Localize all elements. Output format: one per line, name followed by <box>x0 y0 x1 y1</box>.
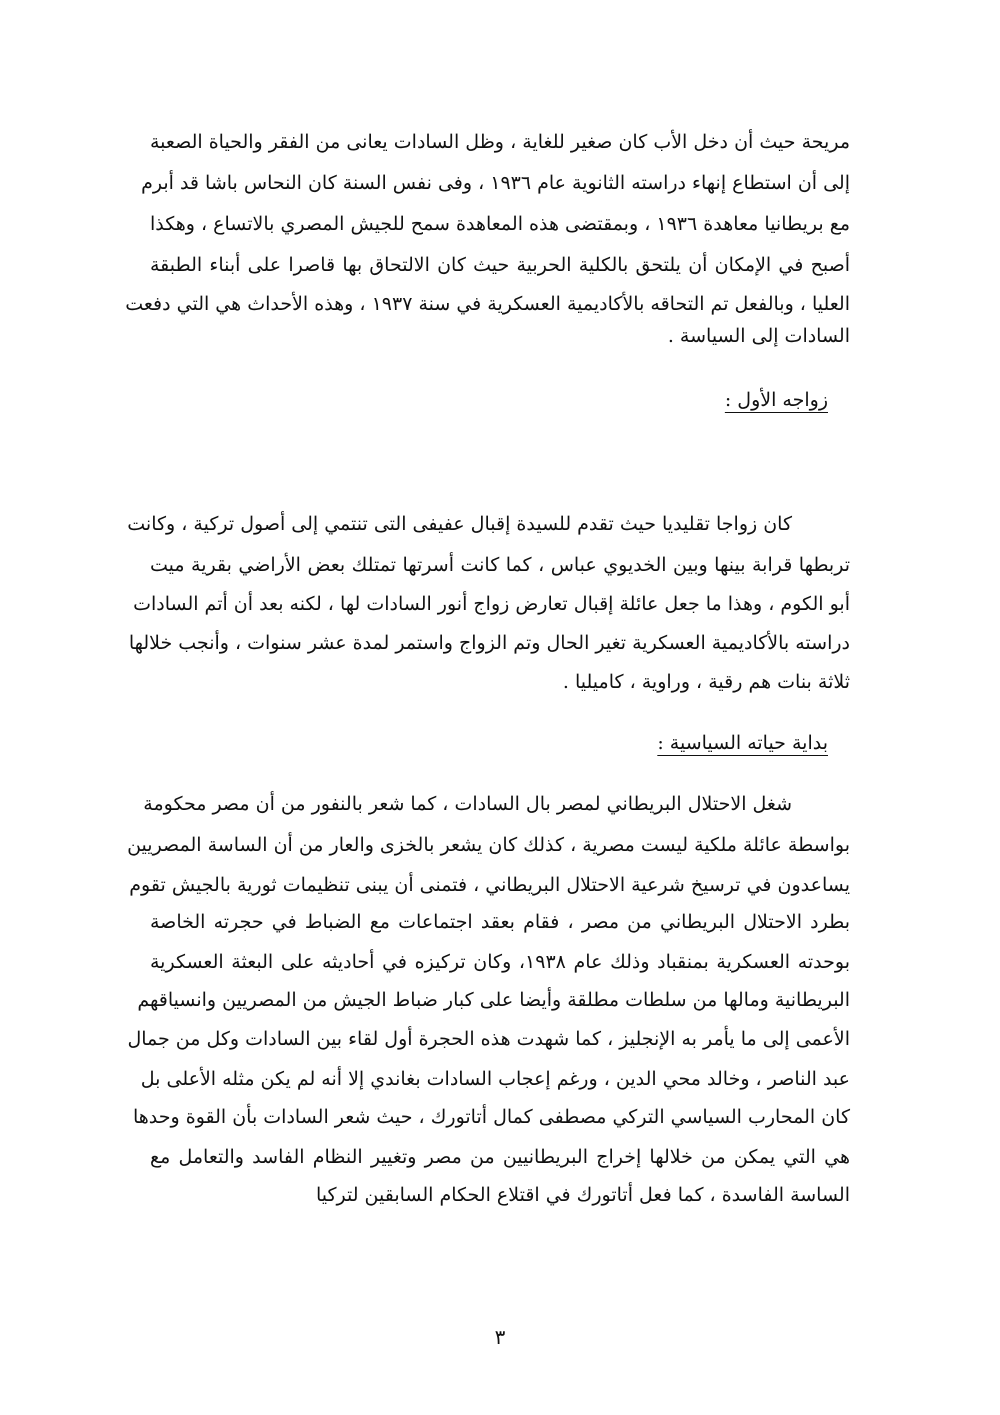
text-line: إلى أن استطاع إنهاء دراسته الثانوية عام ١٩٣٦ ، وفى نفس السنة كان النحاس باشا قد أبرم <box>141 172 850 194</box>
text-line: هي التي يمكن من خلالها إخراج البريطانيين من مصر وتغيير النظام الفاسد والتعامل مع <box>150 1146 850 1168</box>
text-line: عبد الناصر ، وخالد محي الدين ، ورغم إعجاب السادات بغاندي إلا أنه لم يكن مثله الأعلى بل <box>140 1068 850 1090</box>
text-line: مريحة حيث أن دخل الأب كان صغير للغاية ، وظل السادات يعانى من الفقر والحياة الصعبة <box>150 131 850 153</box>
text-line: كان زواجا تقليديا حيث تقدم للسيدة إقبال عفيفى التى تنتمي إلى أصول تركية ، وكانت <box>127 513 792 535</box>
text-line: بوحدته العسكرية بمنقباد وذلك عام ١٩٣٨، وكان تركيزه في أحاديثه على البعثة العسكرية <box>150 951 850 973</box>
text-line: ثلاثة بنات هم رقية ، وراوية ، كاميليا . <box>562 671 850 693</box>
section-heading-first-marriage: زواجه الأول : <box>724 389 828 411</box>
text-line: مع بريطانيا معاهدة ١٩٣٦ ، وبمقتضى هذه المعاهدة سمح للجيش المصري بالاتساع ، وهكذا <box>150 213 850 235</box>
text-line: الأعمى إلى ما يأمر به الإنجليز ، كما شهدت هذه الحجرة أول لقاء بين السادات وكل من جمال <box>127 1028 850 1050</box>
text-line: الساسة الفاسدة ، كما فعل أتاتورك في اقتلاع الحكام السابقين لتركيا <box>315 1184 850 1206</box>
text-line: تربطها قرابة بينها وبين الخديوي عباس ، كما كانت أسرتها تمتلك بعض الأراضي بقرية ميت <box>150 554 850 576</box>
text-line: أصبح في الإمكان أن يلتحق بالكلية الحربية حيث كان الالتحاق بها قاصرا على أبناء الطبقة <box>150 254 850 276</box>
text-line: كان المحارب السياسي التركي مصطفى كمال أتاتورك ، حيث شعر السادات بأن القوة وحدها <box>133 1106 850 1128</box>
text-line: السادات إلى السياسة . <box>667 325 850 347</box>
text-line: يساعدون في ترسيخ شرعية الاحتلال البريطاني ، فتمنى أن يبنى تنظيمات ثورية بالجيش تقوم <box>129 874 850 896</box>
text-line: العليا ، وبالفعل تم التحاقه بالأكاديمية العسكرية في سنة ١٩٣٧ ، وهذه الأحداث هي التي دفعت <box>125 293 850 315</box>
text-line: بواسطة عائلة ملكية ليست مصرية ، كذلك كان يشعر بالخزى والعار من أن الساسة المصريين <box>127 834 850 856</box>
text-line: أبو الكوم ، وهذا ما جعل عائلة إقبال تعارض زواج أنور السادات لها ، لكنه بعد أن أتم السادات <box>133 593 850 615</box>
text-line: دراسته بالأكاديمية العسكرية تغير الحال وتم الزواج واستمر لمدة عشر سنوات ، وأنجب خلالها <box>128 632 850 654</box>
page-number: ٣ <box>494 1325 506 1349</box>
section-heading-political-life: بداية حياته السياسية : <box>657 732 828 754</box>
text-line: بطرد الاحتلال البريطاني من مصر ، فقام بعقد اجتماعات مع الضباط في حجرته الخاصة <box>150 911 850 933</box>
text-line: البريطانية ومالها من سلطات مطلقة وأيضا على كبار ضباط الجيش من المصريين وانسياقهم <box>137 989 850 1011</box>
text-line: شغل الاحتلال البريطاني لمصر بال السادات ، كما شعر بالنفور من أن مصر محكومة <box>143 793 792 815</box>
